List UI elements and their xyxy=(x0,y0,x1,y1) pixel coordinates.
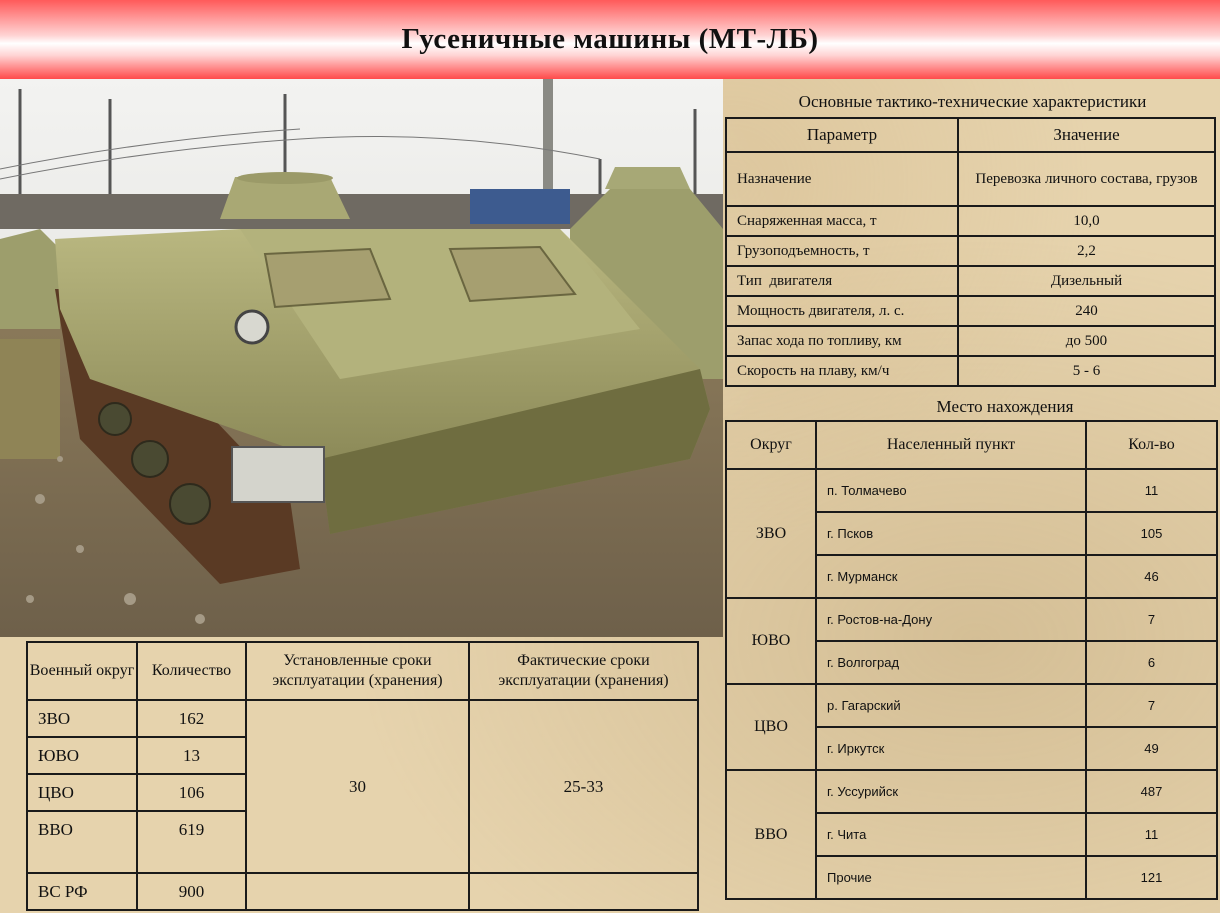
okrug-cell: ЮВО xyxy=(726,598,816,684)
total-count: 900 xyxy=(137,873,246,910)
count-cell: 105 xyxy=(1086,512,1217,555)
district-cell: ВВО xyxy=(27,811,137,873)
district-cell: ЮВО xyxy=(27,737,137,774)
table-row xyxy=(726,469,1217,512)
district-cell: ЗВО xyxy=(27,700,137,737)
quantity-header-row xyxy=(27,642,698,700)
quantity-col-district: Военный округ xyxy=(27,642,137,700)
count-cell: 11 xyxy=(1086,469,1217,512)
specs-title: Основные тактико-технические характеристики xyxy=(798,92,1147,111)
spec-value: 240 xyxy=(958,296,1215,326)
location-table xyxy=(725,420,1218,900)
okrug-cell: ВВО xyxy=(726,770,816,899)
okrug-cell: ЗВО xyxy=(726,469,816,598)
page-title: Гусеничные машины (МТ-ЛБ) xyxy=(401,23,819,55)
place-cell: г. Иркутск xyxy=(816,727,1086,770)
spec-value: до 500 xyxy=(958,326,1215,356)
armored-vehicle-photo-icon xyxy=(0,79,723,637)
location-title xyxy=(725,397,1220,417)
total-row xyxy=(27,873,698,910)
spec-value: 5 - 6 xyxy=(958,356,1215,386)
specs-table xyxy=(725,117,1216,387)
table-row xyxy=(726,206,1215,236)
spec-param: Снаряженная масса, т xyxy=(726,206,958,236)
count-cell: 6 xyxy=(1086,641,1217,684)
spec-param: Скорость на плаву, км/ч xyxy=(726,356,958,386)
spec-value: Перевозка личного состава, грузов xyxy=(958,152,1215,206)
specs-header-row xyxy=(726,118,1215,152)
spec-param: Мощность двигателя, л. с. xyxy=(726,296,958,326)
empty-cell xyxy=(469,873,698,910)
table-row xyxy=(726,684,1217,727)
place-cell: г. Чита xyxy=(816,813,1086,856)
location-col-okrug: Округ xyxy=(726,421,816,469)
specs-col-value: Значение xyxy=(958,118,1215,152)
spec-param: Тип двигателя xyxy=(726,266,958,296)
count-cell: 13 xyxy=(137,737,246,774)
quantity-table xyxy=(26,641,699,911)
table-row xyxy=(726,296,1215,326)
place-cell: г. Волгоград xyxy=(816,641,1086,684)
total-label: ВС РФ xyxy=(27,873,137,910)
count-cell: 487 xyxy=(1086,770,1217,813)
spec-value: 2,2 xyxy=(958,236,1215,266)
count-cell: 7 xyxy=(1086,598,1217,641)
count-cell: 121 xyxy=(1086,856,1217,899)
spec-value: Дизельный xyxy=(958,266,1215,296)
spec-param: Грузоподъемность, т xyxy=(726,236,958,266)
quantity-col-set-terms: Установленные сроки эксплуатации (хранения) xyxy=(246,642,469,700)
vehicle-photo xyxy=(0,79,723,637)
count-cell: 106 xyxy=(137,774,246,811)
table-row xyxy=(726,266,1215,296)
count-cell: 162 xyxy=(137,700,246,737)
location-header-row xyxy=(726,421,1217,469)
empty-cell xyxy=(246,873,469,910)
table-row xyxy=(726,326,1215,356)
quantity-col-actual-terms: Фактические сроки эксплуатации (хранения) xyxy=(469,642,698,700)
place-cell: г. Уссурийск xyxy=(816,770,1086,813)
place-cell: г. Псков xyxy=(816,512,1086,555)
location-col-count: Кол-во xyxy=(1086,421,1217,469)
count-cell: 49 xyxy=(1086,727,1217,770)
place-cell: г. Ростов-на-Дону xyxy=(816,598,1086,641)
table-row xyxy=(726,356,1215,386)
actual-terms-cell: 25-33 xyxy=(469,700,698,873)
table-row xyxy=(726,152,1215,206)
place-cell: п. Толмачево xyxy=(816,469,1086,512)
count-cell: 46 xyxy=(1086,555,1217,598)
spec-param: Назначение xyxy=(726,152,958,206)
header-band xyxy=(0,0,1220,79)
count-cell: 11 xyxy=(1086,813,1217,856)
specs-col-param: Параметр xyxy=(726,118,958,152)
set-terms-cell: 30 xyxy=(246,700,469,873)
table-row xyxy=(726,598,1217,641)
quantity-col-count: Количество xyxy=(137,642,246,700)
count-cell: 7 xyxy=(1086,684,1217,727)
place-cell: р. Гагарский xyxy=(816,684,1086,727)
okrug-cell: ЦВО xyxy=(726,684,816,770)
location-col-place: Населенный пункт xyxy=(816,421,1086,469)
count-cell: 619 xyxy=(137,811,246,873)
location-title-text: Место нахождения xyxy=(936,397,1074,416)
district-cell: ЦВО xyxy=(27,774,137,811)
table-row xyxy=(27,700,698,737)
table-row xyxy=(726,770,1217,813)
place-cell: г. Мурманск xyxy=(816,555,1086,598)
place-cell: Прочие xyxy=(816,856,1086,899)
spec-value: 10,0 xyxy=(958,206,1215,236)
table-row xyxy=(726,236,1215,266)
spec-param: Запас хода по топливу, км xyxy=(726,326,958,356)
